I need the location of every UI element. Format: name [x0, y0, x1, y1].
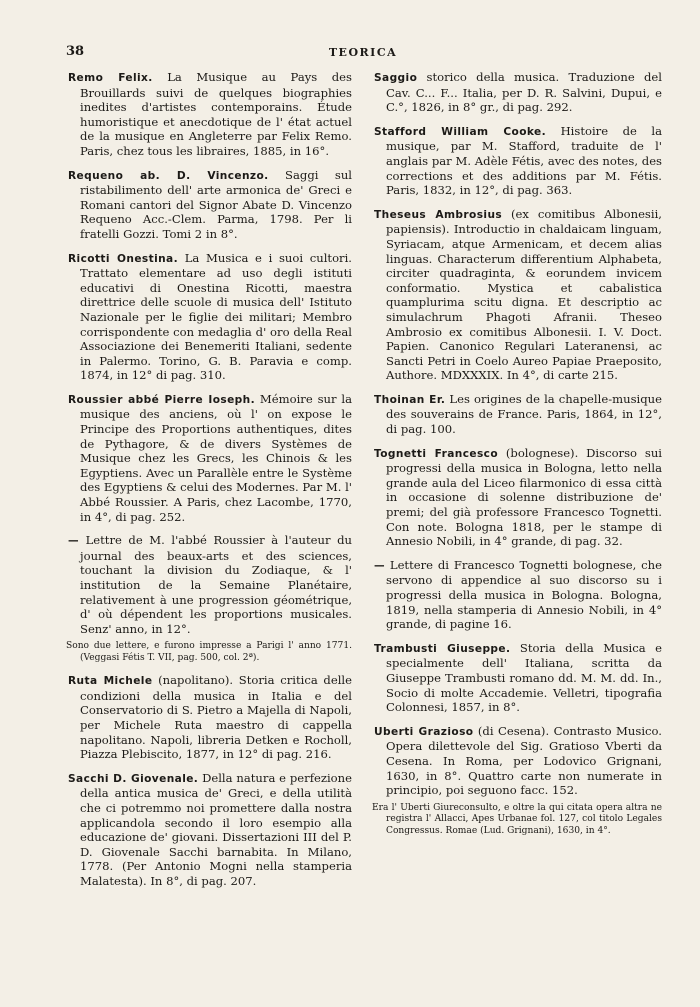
bibliography-entry [372, 70, 662, 115]
page-header [66, 44, 660, 64]
entry-author: Tognetti Francesco [374, 447, 499, 460]
entry-author: Trambusti Giuseppe. [374, 642, 511, 655]
entry-text: Histoire de la musique, par M. Stafford, traduite de l' anglais par M. Adèle Fétis, avec des notes, des corrections et des additions par M. Fétis. Paris, 1832, in 12°, di pag. 363. [386, 123, 662, 198]
entry-text: (di Cesena). Contrasto Musico. Opera dilettevole del Sig. Gratioso Vberti da Cesena. In Roma, per Lodovico Grignani, 1630, in 8°. Quattro carte non numerate in principio, poi seguono facc. 152. [386, 723, 662, 798]
entry-author: Ricotti Onestina. [68, 252, 179, 265]
bibliography-entry [372, 724, 662, 798]
right-column [372, 70, 662, 846]
entry-text: La Musique au Pays des Brouillards suivi de quelques biographies inedites d'artistes contemporains. Étude humoristique et anecdotique de l' état actuel de la musique en Angleterre par Felix Remo. Paris, chez tous les libraires, 1885, in 16°. [80, 70, 352, 158]
entry-text: Storia della Musica e specialmente dell' Italiana, scritta da Giuseppe Trambusti romano dd. M. M. dd. In., Socio di molte Accademie. Velletri, tipografia Colonnesi, 1857, in 8°. [386, 640, 663, 715]
entry-author: — [374, 559, 385, 572]
entry-author: Uberti Grazioso [374, 725, 474, 738]
left-column [66, 70, 352, 898]
entry-author: Theseus Ambrosius [374, 208, 503, 221]
bibliography-entry [372, 124, 662, 198]
entry-author: Stafford William Cooke. [374, 125, 547, 138]
entry-author: Ruta Michele [68, 675, 153, 688]
entry-author: Saggio [374, 72, 418, 84]
entry-text: Mémoire sur la musique des anciens, où l' on expose le Principe des Proportions authentiques, dites de Pythagore, & de divers Systèmes de Musique chez les Grecs, les Chinois & les Egyptiens. Avec un Parallèle entre le Système des Egyptiens & celui des Modernes. Par M. l' Abbé Roussier. A Paris, chez Lacombe, 1770, in 4°, di pag. 252. [80, 391, 353, 524]
entry-author: Thoinan Er. [374, 393, 446, 406]
entry-text: Lettre de M. l'abbé Roussier à l'auteur du journal des beaux-arts et des sciences, touchant la division du Zodiaque, & l' institution de la Semaine Planétaire, relativement à une progression géométrique, d' où dépendent les proportions musicales. Senz' anno, in 12°. [79, 533, 352, 636]
entry-author: Sacchi D. Giovenale. [68, 772, 199, 785]
entry-author: Requeno ab. D. Vincenzo. [68, 169, 269, 182]
entry-text: Della natura e perfezione della antica musica de' Greci, e della utilità che ci potremmo noi promettere dalla nostra applicandola secondo il loro esempio alla educazione de' giovani. Dissertazioni III del P. D. Giovenale Sacchi barnabita. In Milano, 1778. (Per Antonio Mogni nella stamperia Malatesta). In 8°, di pag. 207. [80, 770, 352, 888]
entry-text: Les origines de la chapelle-musique des souverains de France. Paris, 1864, in 12°, di pag. 100. [386, 391, 662, 437]
entry-text: (napolitano). Storia critica delle condizioni della musica in Italia e del Conservatorio di S. Pietro a Majella di Napoli, per Michele Ruta maestro di cappella napolitano. Napoli, libreria Detken e Rocholl, Piazza Plebiscito, 1877, in 12° di pag. 216. [80, 673, 352, 762]
bibliography-entry [372, 558, 662, 632]
running-head: TEORICA [328, 46, 398, 59]
bibliography-entry [66, 70, 352, 159]
bibliography-entry [66, 673, 352, 762]
bibliography-entry [66, 392, 352, 524]
entry-text: La Musica e i suoi cultori. Trattato elementare ad uso degli istituti educativi di Onestina Ricotti, maestra direttrice delle scuole di musica dell' Istituto Nazionale per le figlie dei militari; Membro corrispondente con medaglia d' oro della Real Associazione dei Benemeriti Italiani, sedente in Palermo. Torino, G. B. Paravia e comp. 1874, in 12° di pag. 310. [80, 250, 352, 383]
bibliography-entry [66, 251, 352, 383]
bibliography-entry [66, 168, 352, 242]
entry-text: Lettere di Francesco Tognetti bolognese, che servono di appendice al suo discorso su i progressi della musica in Bologna. Bologna, 1819, nella stamperia di Annesio Nobili, in 4° grande, di pagine 16. [385, 557, 662, 632]
entry-author: Roussier abbé Pierre Ioseph. [68, 393, 256, 406]
entry-text: (bolognese). Discorso sui progressi della musica in Bologna, letto nella grande aula del Liceo filarmonico di essa città in occasione di solenne distribuzione de' premi; del già professore Francesco Tognetti. Con note. Bologna 1818, per le stampe di Annesio Nobili, in 4° grande, di pag. 32. [386, 445, 662, 549]
footnote: Era l' Uberti Giureconsulto, e oltre la qui citata opera altra ne registra l' Allacci, Apes Urbanae fol. 127, col titolo Legales Congressus. Romae (Lud. Grignani), 1630, in 4°. [372, 802, 662, 836]
bibliography-entry [66, 533, 352, 636]
entry-text: Saggi sul ristabilimento dell' arte armonica de' Greci e Romani cantori del Signor Abate D. Vincenzo Requeno Acc.-Clem. Parma, 1798. Per li fratelli Gozzi. Tomi 2 in 8°. [80, 167, 352, 241]
page-number: 38 [66, 44, 85, 59]
bibliography-entry [372, 446, 662, 549]
entry-author: — [68, 535, 79, 548]
bibliography-entry [372, 392, 662, 437]
entry-author: Remo Felix. [68, 72, 153, 84]
entry-text: storico della musica. Traduzione del Cav. C... F... Italia, per D. R. Salvini, Dupui, e C.°, 1826, in 8° gr., di pag. 292. [386, 70, 662, 115]
entry-text: (ex comitibus Albonesii, papiensis). Introductio in chaldaicam linguam, Syriacam, atque Armenicam, et decem alias linguas. Characterum differentium Alphabeta, circiter quadraginta, & eorundem invicem conformatio. Mystica et cabalistica quamplurima scitu digna. Et descriptio ac simulachrum Phagoti Afranii. Theseo Ambrosio ex comitibus Albonesii. I. V. Doct. Papien. Canonico Regulari Lateranensi, ac Sancti Petri in Coelo Aureo Papiae Praeposito, Authore. MDXXXIX. In 4°, di carte 215. [386, 206, 662, 383]
bibliography-entry [372, 207, 662, 383]
bibliography-entry [372, 641, 662, 715]
bibliography-entry [66, 771, 352, 889]
footnote: Sono due lettere, e furono impresse a Parigi l' anno 1771. (Veggasi Fétis T. VII, pag. 500, col. 2ª). [66, 641, 352, 663]
